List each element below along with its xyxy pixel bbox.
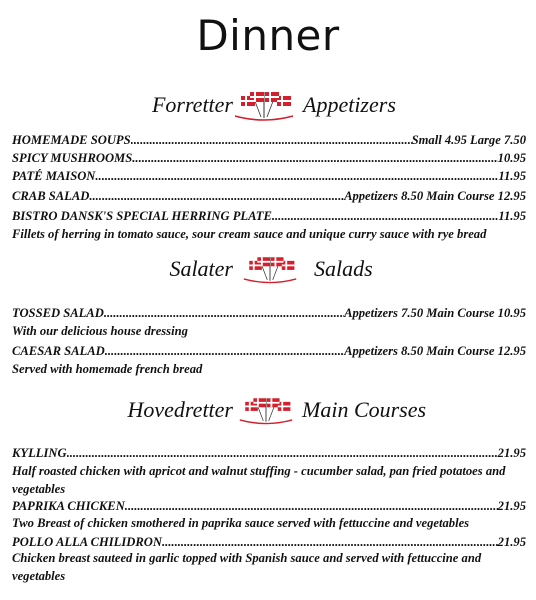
section-header-main-courses: [0, 393, 536, 427]
menu-item-price: 21.95: [497, 535, 526, 549]
menu-item: [12, 149, 526, 167]
menu-item-name: CRAB SALAD: [12, 189, 90, 203]
section-header-appetizers: [0, 88, 536, 122]
menu-item-description: With our delicious house dressing: [12, 324, 188, 338]
menu-item: [12, 187, 526, 205]
page-title: Dinner: [196, 11, 340, 60]
menu-item-name: SPICY MUSHROOMS: [12, 151, 133, 165]
menu-item-name: BISTRO DANSK'S SPECIAL HERRING PLATE: [12, 209, 272, 223]
menu-item-name: TOSSED SALAD: [12, 306, 104, 320]
menu-item-price: 10.95: [497, 151, 526, 165]
menu-item-description: Two Breast of chicken smothered in paprika sauce served with fettuccine and vegetables: [12, 516, 470, 530]
menu-item-price: 11.95: [498, 209, 526, 223]
menu-item-price: 21.95: [497, 499, 526, 513]
menu-item-price: Appetizers 7.50 Main Course 10.95: [344, 306, 526, 320]
dot-leader: [131, 131, 412, 149]
menu-item-description: Chicken breast sauteed in garlic topped with Spanish sauce and served with fettuccine and vegetables: [12, 551, 482, 583]
dot-leader: [104, 304, 344, 322]
section-header-salads: [0, 252, 536, 286]
menu-item: [12, 497, 526, 515]
menu-item-name: PAPRIKA CHICKEN: [12, 499, 125, 513]
menu-item-description: Fillets of herring in tomato sauce, sour cream sauce and unique curry sauce with rye bread: [12, 227, 487, 241]
menu-item-price: 21.95: [497, 446, 526, 460]
section-label-danish: Hovedretter: [127, 397, 233, 422]
section-label-danish: Forretter: [151, 92, 233, 117]
menu-item-name: CAESAR SALAD: [12, 344, 105, 358]
menu-item-name: KYLLING: [12, 446, 67, 460]
danish-flags-icon: [238, 393, 294, 427]
menu-item: [12, 167, 526, 185]
menu-item-price: Appetizers 8.50 Main Course 12.95: [344, 344, 526, 358]
dot-leader: [105, 342, 344, 360]
section-label-english: Salads: [314, 256, 373, 281]
menu-item-price: Appetizers 8.50 Main Course 12.95: [344, 189, 526, 203]
menu-item: [12, 207, 526, 225]
danish-flags-icon: [233, 88, 295, 122]
menu-item-description: Served with homemade french bread: [12, 362, 203, 376]
section-label-danish: Salater: [169, 256, 233, 281]
menu-item-description: Half roasted chicken with apricot and walnut stuffing - cucumber salad, pan fried potatoes and vegetables: [12, 464, 506, 496]
section-label-english: Appetizers: [303, 92, 396, 117]
dot-leader: [132, 149, 497, 167]
section-label-english: Main Courses: [302, 397, 427, 422]
menu-item: [12, 444, 526, 462]
dot-leader: [95, 167, 498, 185]
danish-flags-icon: [242, 252, 298, 286]
menu-item-price: Small 4.95 Large 7.50: [411, 133, 526, 147]
dot-leader: [125, 497, 498, 515]
dot-leader: [272, 207, 498, 225]
dot-leader: [67, 444, 498, 462]
menu-item-name: PATÉ MAISON: [12, 169, 96, 183]
menu-item: [12, 342, 526, 360]
menu-item: [12, 304, 526, 322]
menu-item: [12, 131, 526, 149]
menu-item-name: HOMEMADE SOUPS: [12, 133, 131, 147]
menu-item-name: POLLO ALLA CHILIDRON: [12, 535, 162, 549]
menu-item-price: 11.95: [498, 169, 526, 183]
dot-leader: [89, 187, 344, 205]
